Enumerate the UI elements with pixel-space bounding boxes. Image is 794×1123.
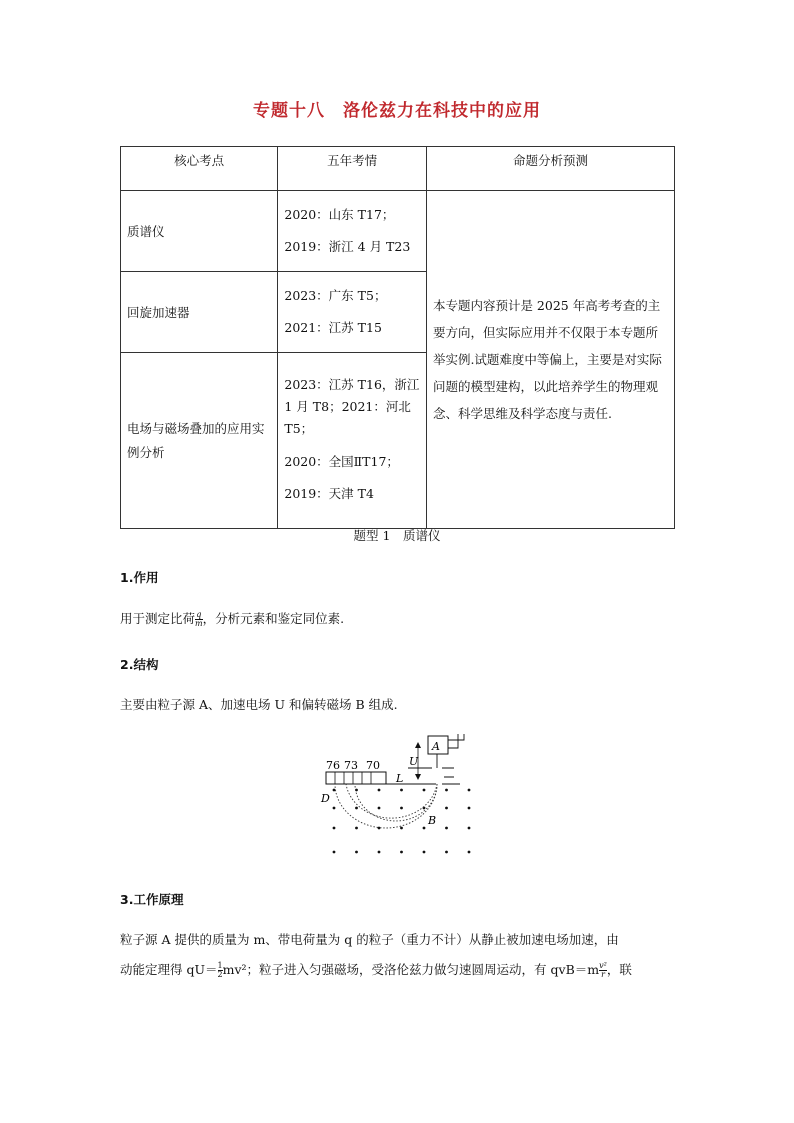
year-entry: 2023：广东 T5；	[284, 288, 387, 303]
field-dot	[400, 789, 403, 792]
frac-num: 1	[217, 961, 223, 970]
year-entry: 2019：天津 T4	[284, 485, 374, 501]
frac-den: r	[601, 970, 605, 979]
year-entry: 2020：全国ⅡT17；	[284, 453, 399, 469]
field-dot	[468, 851, 471, 854]
detector-divisions	[335, 772, 371, 784]
arrow-head-icon	[415, 774, 421, 780]
year-entry: 2020：山东 T17；	[284, 207, 395, 222]
heading-structure: 2.结构	[120, 657, 159, 672]
label-B: B	[428, 814, 437, 827]
particle-trajectories	[335, 784, 437, 828]
header-core-topic: 核心考点	[121, 147, 278, 191]
years-cell	[278, 191, 427, 272]
label-70: 70	[366, 759, 380, 772]
heading-principle: 3.工作原理	[120, 892, 184, 907]
text: ，联	[606, 962, 632, 977]
label-D: D	[321, 792, 330, 805]
field-dot	[400, 827, 403, 830]
field-dot	[445, 807, 448, 810]
header-analysis: 命题分析预测	[426, 147, 674, 191]
field-dot	[355, 851, 358, 854]
frac-num: q	[196, 610, 202, 619]
field-dot	[423, 851, 426, 854]
text: 用于测定比荷	[120, 611, 196, 626]
frac-den: 2	[217, 970, 223, 979]
field-dot	[378, 851, 381, 854]
text: ，分析元素和鉴定同位素.	[202, 611, 345, 626]
years-cell	[278, 353, 427, 529]
label-73: 73	[344, 759, 358, 772]
field-dot	[355, 827, 358, 830]
field-dot	[445, 851, 448, 854]
topic-cell: 电场与磁场叠加的应用实例分析	[121, 353, 278, 529]
field-dot	[378, 789, 381, 792]
field-dot	[445, 827, 448, 830]
paragraph-function	[120, 604, 680, 634]
field-dot	[423, 827, 426, 830]
source-pipe	[437, 734, 464, 768]
exam-table	[120, 146, 675, 529]
header-five-year: 五年考情	[278, 147, 427, 191]
year-entry: 2019：浙江 4 月 T23	[284, 239, 411, 254]
field-dot	[400, 807, 403, 810]
text: mv²；粒子进入匀强磁场，受洛伦兹力做匀速圆周运动，有 qvB＝m	[222, 962, 600, 977]
analysis-cell: 本专题内容预计是 2025 年高考考查的主要方向，但实际应用并不仅限于本专题所举实例.试题难度中等偏上，主要是对实际问题的模型建构，以此培养学生的物理观念、科学思维及科学态度与责任.	[426, 191, 674, 529]
frac-den: m	[195, 619, 203, 628]
magnetic-field-dots	[333, 789, 471, 854]
paragraph-principle-line2	[120, 955, 690, 985]
field-dot	[333, 851, 336, 854]
text: 动能定理得 qU＝	[120, 962, 218, 977]
field-dot	[468, 827, 471, 830]
mass-spectrometer-figure	[318, 732, 478, 860]
field-dot	[400, 851, 403, 854]
label-L: L	[396, 772, 404, 785]
label-76: 76	[326, 759, 340, 772]
frac-num: v²	[599, 961, 607, 970]
label-U: U	[409, 755, 419, 768]
section-caption: 题型 1 质谱仪	[353, 528, 441, 543]
table-header-row	[121, 147, 675, 191]
table-row	[121, 191, 675, 272]
fraction-v2-over-r	[599, 962, 607, 979]
years-cell	[278, 272, 427, 353]
year-entry: 2021：江苏 T15	[284, 320, 382, 335]
label-A: A	[432, 740, 440, 753]
field-dot	[333, 827, 336, 830]
paragraph-structure: 主要由粒子源 A、加速电场 U 和偏转磁场 B 组成.	[120, 697, 398, 712]
topic-cell: 质谱仪	[121, 191, 278, 272]
field-dot	[378, 807, 381, 810]
fraction-q-over-m	[195, 611, 203, 628]
field-dot	[333, 789, 336, 792]
page-title: 专题十八 洛伦兹力在科技中的应用	[253, 101, 541, 121]
field-dot	[333, 807, 336, 810]
arrow-head-icon	[415, 742, 421, 748]
field-dot	[423, 789, 426, 792]
paragraph-principle-line1: 粒子源 A 提供的质量为 m、带电荷量为 q 的粒子（重力不计）从静止被加速电场加速，由	[120, 932, 619, 947]
field-dot	[445, 789, 448, 792]
field-dot	[468, 789, 471, 792]
field-dot	[468, 807, 471, 810]
topic-cell: 回旋加速器	[121, 272, 278, 353]
heading-function: 1.作用	[120, 570, 159, 585]
year-entry: 2023：江苏 T16，浙江 1 月 T8；2021：河北 T5；	[284, 376, 420, 436]
field-dot	[355, 807, 358, 810]
